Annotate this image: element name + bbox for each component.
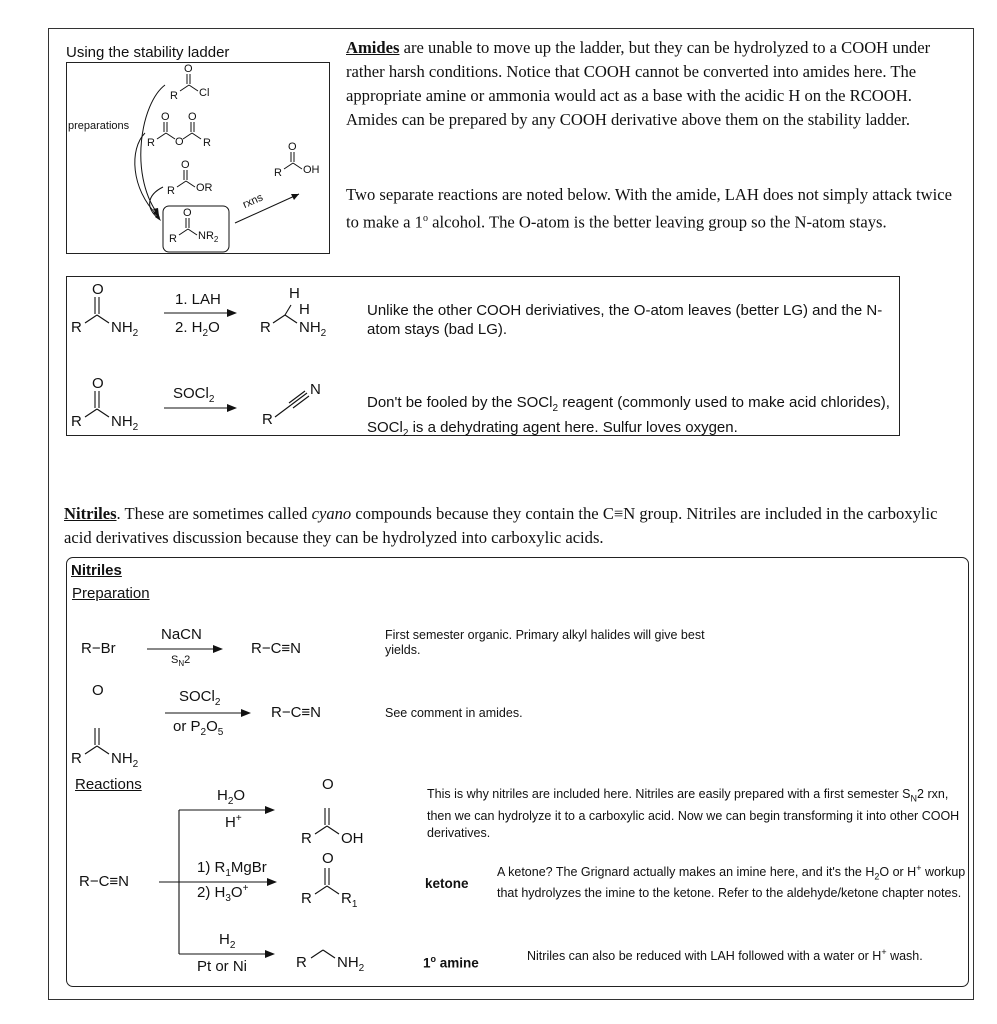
anhydride-o1: O (161, 111, 170, 123)
rxn1-reactant-r: R (71, 319, 82, 336)
ketone-label: ketone (425, 876, 469, 891)
rxn1-product-o: O (322, 776, 334, 793)
amides-paragraph-2: Two separate reactions are noted below. With the amide, LAH does not simply attack twice to make a 1$^o$ alcohol. The O-atom is the better leaving group so the N-atom stays. (346, 185, 952, 232)
amide-o: O (183, 207, 192, 219)
rxn1-reagent-bottom: H+ (225, 813, 242, 831)
rxn1-reagent-2: 2. $H_2O$ (175, 319, 220, 339)
rxn1-reagent-1: 1. LAH (175, 291, 221, 308)
rxn1-product-oh: OH (341, 830, 364, 847)
preparation-heading: Preparation (72, 585, 150, 602)
anhydride-o2: O (188, 111, 197, 123)
rxn2-product-r1: $R_1$ (341, 890, 358, 910)
rxn1-product-r: R (260, 319, 271, 336)
prep1-product: R−C≡N (251, 640, 302, 657)
prep1-reagent-bottom: $S_N2$ (171, 654, 191, 669)
ester-r: R (167, 185, 175, 197)
prep2-product: R−C≡N (271, 704, 322, 721)
acid-chloride-r: R (170, 90, 178, 102)
anhydride-o-bridge: O (175, 136, 184, 148)
amides-paragraph-1: Amides are unable to move up the ladder, but they can be hydrolyzed to a COOH under rather harsh conditions. Notice that COOH cannot be converted into amides here. The appropriate amine or ammonia would act as a base with the acidic H on the RCOOH. Amides can be prepared by any COOH derivative above them on the stability ladder. (346, 38, 931, 129)
prep1-reactant: R−Br (81, 640, 116, 657)
rxn2-reactant-o: O (92, 375, 104, 392)
amide-nr2: $NR_2$ (198, 230, 219, 245)
nitriles-intro: Nitriles. These are sometimes called cyano compounds because they contain the C≡N group. Nitriles are included in the carboxylic acid derivatives discussion because they can be hydrolyzed into carboxylic acids. (64, 504, 938, 547)
rxn2-product-r: R (262, 411, 273, 428)
rxn1-product-r: R (301, 830, 312, 847)
rxn2-reagent: SOCl$_2$ (173, 385, 215, 405)
prep2-reagent-top: SOCl$_2$ (179, 688, 221, 708)
rxns-label: rxns (241, 191, 265, 211)
rxn1-reactant-nh2: $NH_2$ (111, 319, 139, 339)
acid-chloride-o: O (184, 63, 193, 75)
anhydride-r2: R (203, 137, 211, 149)
rxn2-product-r: R (301, 890, 312, 907)
rxn2-comment: Don't be fooled by the SOCl$_2$ reagent (commonly used to make acid chlorides), SOCl$_2$ is a dehydrating agent here. Sulfur loves oxygen. (367, 394, 890, 439)
rxn2-reactant-r: R (71, 413, 82, 430)
rxn2-reactant-nh2: $NH_2$ (111, 413, 139, 433)
nitriles-diagram (67, 558, 970, 988)
rxn1-product-nh2: $NH_2$ (299, 319, 327, 339)
amide-reactions-box (66, 276, 900, 439)
acid-oh: OH (303, 164, 320, 176)
nitriles-heading: Nitriles (64, 504, 117, 523)
anhydride-r1: R (147, 137, 155, 149)
nitriles-box (66, 557, 969, 987)
rxn2-product-n: N (310, 381, 321, 398)
rxn1-product-h2: H (299, 301, 310, 318)
rxn3-reagent-top: $H_2$ (219, 931, 236, 951)
rxn3-product-r: R (296, 954, 307, 971)
rxn3-nitrile-comment: Nitriles can also be reduced with LAH followed with a water or H+ wash. (527, 947, 923, 964)
ester-o: O (181, 159, 190, 171)
amide-r: R (169, 233, 177, 245)
rxn1-product-h1: H (289, 285, 300, 302)
acid-chloride-cl: Cl (199, 87, 210, 99)
rxn1-nitrile-comment: This is why nitriles are included here. Nitriles are easily prepared with a first semester $S_N2$ rxn, then we can hydrolyze it to a carboxylic acid. Now we can begin transforming it into other COOH derivatives. (427, 787, 960, 840)
rxn3-reagent-bottom: Pt or Ni (197, 958, 248, 975)
nitriles-box-title: Nitriles (71, 562, 122, 579)
amides-heading: Amides (346, 38, 400, 57)
prep2-reactant-r: R (71, 750, 82, 767)
rxn2-reagent-top: 1) $R_1MgBr$ (197, 859, 267, 879)
ladder-title: Using the stability ladder (66, 44, 230, 61)
acid-o: O (288, 141, 297, 153)
rxn1-reagent-top: $H_2O$ (217, 787, 246, 807)
rxn2-nitrile-comment: A ketone? The Grignard actually makes an imine here, and it's the $H_2O$ or H+ workup that hydrolyzes the imine to the ketone. Refer to the aldehyde/ketone chapter notes. (497, 863, 966, 900)
rxn1-comment: Unlike the other COOH deriviatives, the O-atom leaves (better LG) and the N-atom stays (bad LG). (367, 302, 883, 338)
reactions-heading: Reactions (75, 776, 142, 793)
rxn2-product-o: O (322, 850, 334, 867)
prep2-comment: See comment in amides. (385, 706, 523, 720)
acid-r: R (274, 167, 282, 179)
reactions-reactant: R−C≡N (79, 873, 130, 890)
rxn3-product-nh2: $NH_2$ (337, 954, 365, 974)
rxn2-reagent-bottom: 2) $H_3O^+$ (197, 883, 249, 904)
stability-ladder-box (66, 62, 330, 254)
prep2-reagent-bottom: or $P_2O_5$ (173, 718, 224, 738)
ester-or: OR (196, 182, 213, 194)
amine-label: 1$^o$ amine (423, 954, 479, 971)
rxn1-reactant-o: O (92, 281, 104, 298)
prep2-reactant-o: O (92, 682, 104, 699)
prep2-reactant-nh2: $NH_2$ (111, 750, 139, 770)
prep1-comment: First semester organic. Primary alkyl halides will give best yields. (385, 628, 705, 657)
prep1-reagent-top: NaCN (161, 626, 202, 643)
preparations-label: preparations (68, 120, 130, 132)
